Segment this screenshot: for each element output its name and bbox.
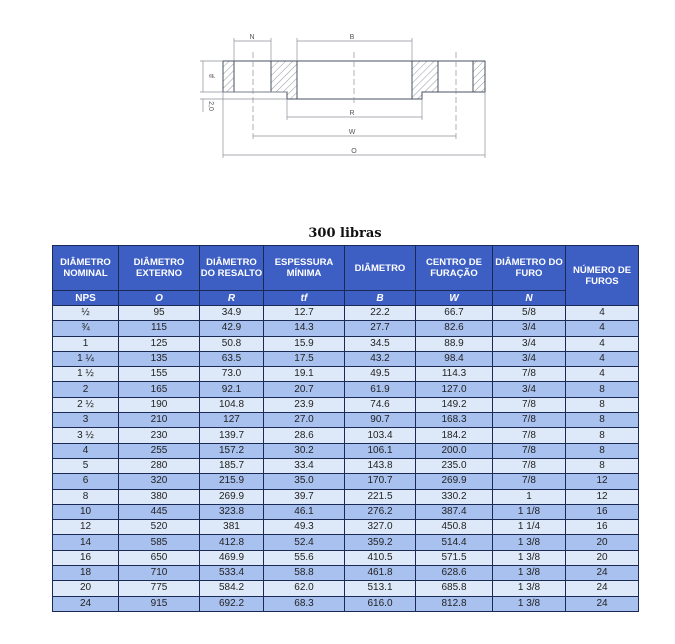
table-cell: 35.0 <box>264 474 345 489</box>
table-row <box>53 306 639 321</box>
table-cell: 1 1/4 <box>493 520 566 535</box>
table-cell: 2 ½ <box>53 397 119 412</box>
table-cell: 49.5 <box>345 367 416 382</box>
table-cell: 520 <box>119 520 200 535</box>
table-row <box>53 458 639 473</box>
table-cell: 168.3 <box>416 413 493 428</box>
table-row <box>53 535 639 550</box>
table-cell: 20 <box>566 550 639 565</box>
table-cell: 410.5 <box>345 550 416 565</box>
table-cell: 1 3/8 <box>493 566 566 581</box>
header-centro-furacao: CENTRO DE FURAÇÃO <box>416 246 493 291</box>
table-cell: 139.7 <box>200 428 264 443</box>
table-cell: 24 <box>53 596 119 611</box>
symbol-r: R <box>200 291 264 306</box>
table-cell: 616.0 <box>345 596 416 611</box>
table-cell: 27.0 <box>264 413 345 428</box>
table-cell: 55.6 <box>264 550 345 565</box>
table-cell: 82.6 <box>416 321 493 336</box>
table-cell: 221.5 <box>345 489 416 504</box>
table-cell: 17.5 <box>264 351 345 366</box>
table-cell: 710 <box>119 566 200 581</box>
table-cell: 7/8 <box>493 367 566 382</box>
header-diametro-resalto: DIÂMETRO DO RESALTO <box>200 246 264 291</box>
table-title: 300 libras <box>308 226 382 241</box>
table-cell: 5 <box>53 458 119 473</box>
table-cell: 16 <box>566 520 639 535</box>
table-cell: 12 <box>566 474 639 489</box>
header-diametro-nominal: DIÂMETRO NOMINAL <box>53 246 119 291</box>
table-row <box>53 382 639 397</box>
table-cell: 42.9 <box>200 321 264 336</box>
table-cell: 12 <box>53 520 119 535</box>
table-cell: 533.4 <box>200 566 264 581</box>
table-cell: 92.1 <box>200 382 264 397</box>
table-cell: 3/4 <box>493 351 566 366</box>
label-tf: tf <box>207 74 214 78</box>
table-cell: 43.2 <box>345 351 416 366</box>
table-cell: 1 3/8 <box>493 550 566 565</box>
table-cell: 320 <box>119 474 200 489</box>
table-cell: 1 <box>493 489 566 504</box>
header-diametro-externo: DIÂMETRO EXTERNO <box>119 246 200 291</box>
table-cell: 6 <box>53 474 119 489</box>
table-cell: 513.1 <box>345 581 416 596</box>
table-cell: 650 <box>119 550 200 565</box>
table-cell: 3 ½ <box>53 428 119 443</box>
table-cell: 1 ¼ <box>53 351 119 366</box>
table-cell: 280 <box>119 458 200 473</box>
label-b: B <box>349 34 355 41</box>
table-cell: 3/4 <box>493 336 566 351</box>
table-cell: 170.7 <box>345 474 416 489</box>
table-cell: 4 <box>53 443 119 458</box>
table-cell: 4 <box>566 306 639 321</box>
table-cell: 7/8 <box>493 458 566 473</box>
table-row <box>53 428 639 443</box>
header-numero-furos: NÚMERO DE FUROS <box>566 246 639 306</box>
table-cell: 20 <box>566 535 639 550</box>
table-cell: 685.8 <box>416 581 493 596</box>
table-cell: 28.6 <box>264 428 345 443</box>
table-cell: 412.8 <box>200 535 264 550</box>
table-row <box>53 351 639 366</box>
table-row <box>53 336 639 351</box>
table-cell: 34.9 <box>200 306 264 321</box>
table-cell: 73.0 <box>200 367 264 382</box>
table-cell: 7/8 <box>493 428 566 443</box>
table-cell: 143.8 <box>345 458 416 473</box>
table-cell: 23.9 <box>264 397 345 412</box>
table-cell: 27.7 <box>345 321 416 336</box>
table-cell: 215.9 <box>200 474 264 489</box>
table-cell: 15.9 <box>264 336 345 351</box>
table-cell: 1 3/8 <box>493 581 566 596</box>
table-cell: 39.7 <box>264 489 345 504</box>
table-cell: 106.1 <box>345 443 416 458</box>
table-cell: 5/8 <box>493 306 566 321</box>
table-row <box>53 321 639 336</box>
table-cell: 98.4 <box>416 351 493 366</box>
table-cell: 18 <box>53 566 119 581</box>
table-cell: 514.4 <box>416 535 493 550</box>
table-cell: 8 <box>566 428 639 443</box>
table-cell: 330.2 <box>416 489 493 504</box>
table-cell: 125 <box>119 336 200 351</box>
table-cell: 20 <box>53 581 119 596</box>
symbol-tf: tf <box>264 291 345 306</box>
table-cell: 359.2 <box>345 535 416 550</box>
table-cell: 10 <box>53 504 119 519</box>
table-cell: 1 3/8 <box>493 535 566 550</box>
table-cell: 255 <box>119 443 200 458</box>
table-cell: 74.6 <box>345 397 416 412</box>
table-cell: 276.2 <box>345 504 416 519</box>
table-row <box>53 520 639 535</box>
table-cell: 149.2 <box>416 397 493 412</box>
table-cell: 584.2 <box>200 581 264 596</box>
table-row <box>53 596 639 611</box>
table-cell: 30.2 <box>264 443 345 458</box>
table-cell: 323.8 <box>200 504 264 519</box>
table-cell: 68.3 <box>264 596 345 611</box>
table-cell: 50.8 <box>200 336 264 351</box>
table-cell: 190 <box>119 397 200 412</box>
table-cell: ½ <box>53 306 119 321</box>
label-r: R <box>349 110 355 117</box>
table-cell: 24 <box>566 581 639 596</box>
symbol-n: N <box>493 291 566 306</box>
table-cell: 3 <box>53 413 119 428</box>
table-cell: 571.5 <box>416 550 493 565</box>
table-cell: 61.9 <box>345 382 416 397</box>
table-cell: 16 <box>566 504 639 519</box>
table-cell: 381 <box>200 520 264 535</box>
header-diametro: DIÂMETRO <box>345 246 416 291</box>
table-cell: 461.8 <box>345 566 416 581</box>
table-cell: 165 <box>119 382 200 397</box>
table-cell: 7/8 <box>493 397 566 412</box>
symbol-nps: NPS <box>53 291 119 306</box>
table-cell: 58.8 <box>264 566 345 581</box>
table-cell: 114.3 <box>416 367 493 382</box>
table-cell: 24 <box>566 596 639 611</box>
table-cell: 24 <box>566 566 639 581</box>
table-cell: 4 <box>566 351 639 366</box>
table-cell: 7/8 <box>493 443 566 458</box>
table-row <box>53 504 639 519</box>
table-cell: 812.8 <box>416 596 493 611</box>
table-cell: 210 <box>119 413 200 428</box>
table-cell: 1 3/8 <box>493 596 566 611</box>
symbol-o: O <box>119 291 200 306</box>
table-cell: 692.2 <box>200 596 264 611</box>
table-cell: 4 <box>566 321 639 336</box>
table-cell: 52.4 <box>264 535 345 550</box>
table-cell: 8 <box>566 458 639 473</box>
table-cell: 33.4 <box>264 458 345 473</box>
label-raised-face: 2,0 <box>207 101 214 111</box>
table-cell: 7/8 <box>493 474 566 489</box>
table-cell: 127.0 <box>416 382 493 397</box>
table-cell: 34.5 <box>345 336 416 351</box>
table-row <box>53 581 639 596</box>
flange-diagram <box>0 0 675 200</box>
table-cell: 8 <box>53 489 119 504</box>
table-cell: 115 <box>119 321 200 336</box>
label-n: N <box>249 34 255 41</box>
table-cell: 628.6 <box>416 566 493 581</box>
table-cell: 200.0 <box>416 443 493 458</box>
table-cell: 3/4 <box>493 382 566 397</box>
table-cell: 16 <box>53 550 119 565</box>
table-cell: 4 <box>566 336 639 351</box>
table-cell: 3/4 <box>493 321 566 336</box>
table-row <box>53 367 639 382</box>
table-row <box>53 489 639 504</box>
table-cell: 66.7 <box>416 306 493 321</box>
table-cell: 155 <box>119 367 200 382</box>
table-cell: 62.0 <box>264 581 345 596</box>
table-row <box>53 413 639 428</box>
symbol-w: W <box>416 291 493 306</box>
table-cell: 157.2 <box>200 443 264 458</box>
table-cell: 63.5 <box>200 351 264 366</box>
table-cell: 585 <box>119 535 200 550</box>
table-cell: 103.4 <box>345 428 416 443</box>
table-cell: 1 ½ <box>53 367 119 382</box>
table-row <box>53 566 639 581</box>
table-row <box>53 397 639 412</box>
table-cell: 327.0 <box>345 520 416 535</box>
table-cell: 4 <box>566 367 639 382</box>
table-cell: 8 <box>566 413 639 428</box>
table-cell: 12 <box>566 489 639 504</box>
table-cell: 14 <box>53 535 119 550</box>
table-cell: 135 <box>119 351 200 366</box>
table-cell: 230 <box>119 428 200 443</box>
table-cell: 127 <box>200 413 264 428</box>
table-cell: 104.8 <box>200 397 264 412</box>
table-cell: 19.1 <box>264 367 345 382</box>
header-espessura-minima: ESPESSURA MÍNIMA <box>264 246 345 291</box>
table-cell: 1 1/8 <box>493 504 566 519</box>
table-cell: 185.7 <box>200 458 264 473</box>
table-cell: 20.7 <box>264 382 345 397</box>
table-cell: 22.2 <box>345 306 416 321</box>
table-cell: 1 <box>53 336 119 351</box>
table-cell: 90.7 <box>345 413 416 428</box>
label-o: O <box>351 148 357 155</box>
table-cell: 184.2 <box>416 428 493 443</box>
table-cell: 8 <box>566 397 639 412</box>
header-diametro-furo: DIÂMETRO DO FURO <box>493 246 566 291</box>
flange-table <box>52 245 639 612</box>
table-cell: 469.9 <box>200 550 264 565</box>
table-cell: 14.3 <box>264 321 345 336</box>
table-cell: 380 <box>119 489 200 504</box>
table-cell: 2 <box>53 382 119 397</box>
table-cell: 235.0 <box>416 458 493 473</box>
table-cell: 450.8 <box>416 520 493 535</box>
table-cell: ¾ <box>53 321 119 336</box>
table-cell: 95 <box>119 306 200 321</box>
table-cell: 387.4 <box>416 504 493 519</box>
table-row <box>53 443 639 458</box>
table-cell: 8 <box>566 382 639 397</box>
table-cell: 269.9 <box>416 474 493 489</box>
table-cell: 7/8 <box>493 413 566 428</box>
symbol-b: B <box>345 291 416 306</box>
label-w: W <box>348 129 356 136</box>
table-row <box>53 474 639 489</box>
table-cell: 88.9 <box>416 336 493 351</box>
table-cell: 445 <box>119 504 200 519</box>
table-cell: 12.7 <box>264 306 345 321</box>
table-cell: 49.3 <box>264 520 345 535</box>
table-cell: 46.1 <box>264 504 345 519</box>
table-cell: 269.9 <box>200 489 264 504</box>
table-cell: 775 <box>119 581 200 596</box>
table-cell: 8 <box>566 443 639 458</box>
table-cell: 915 <box>119 596 200 611</box>
table-row <box>53 550 639 565</box>
